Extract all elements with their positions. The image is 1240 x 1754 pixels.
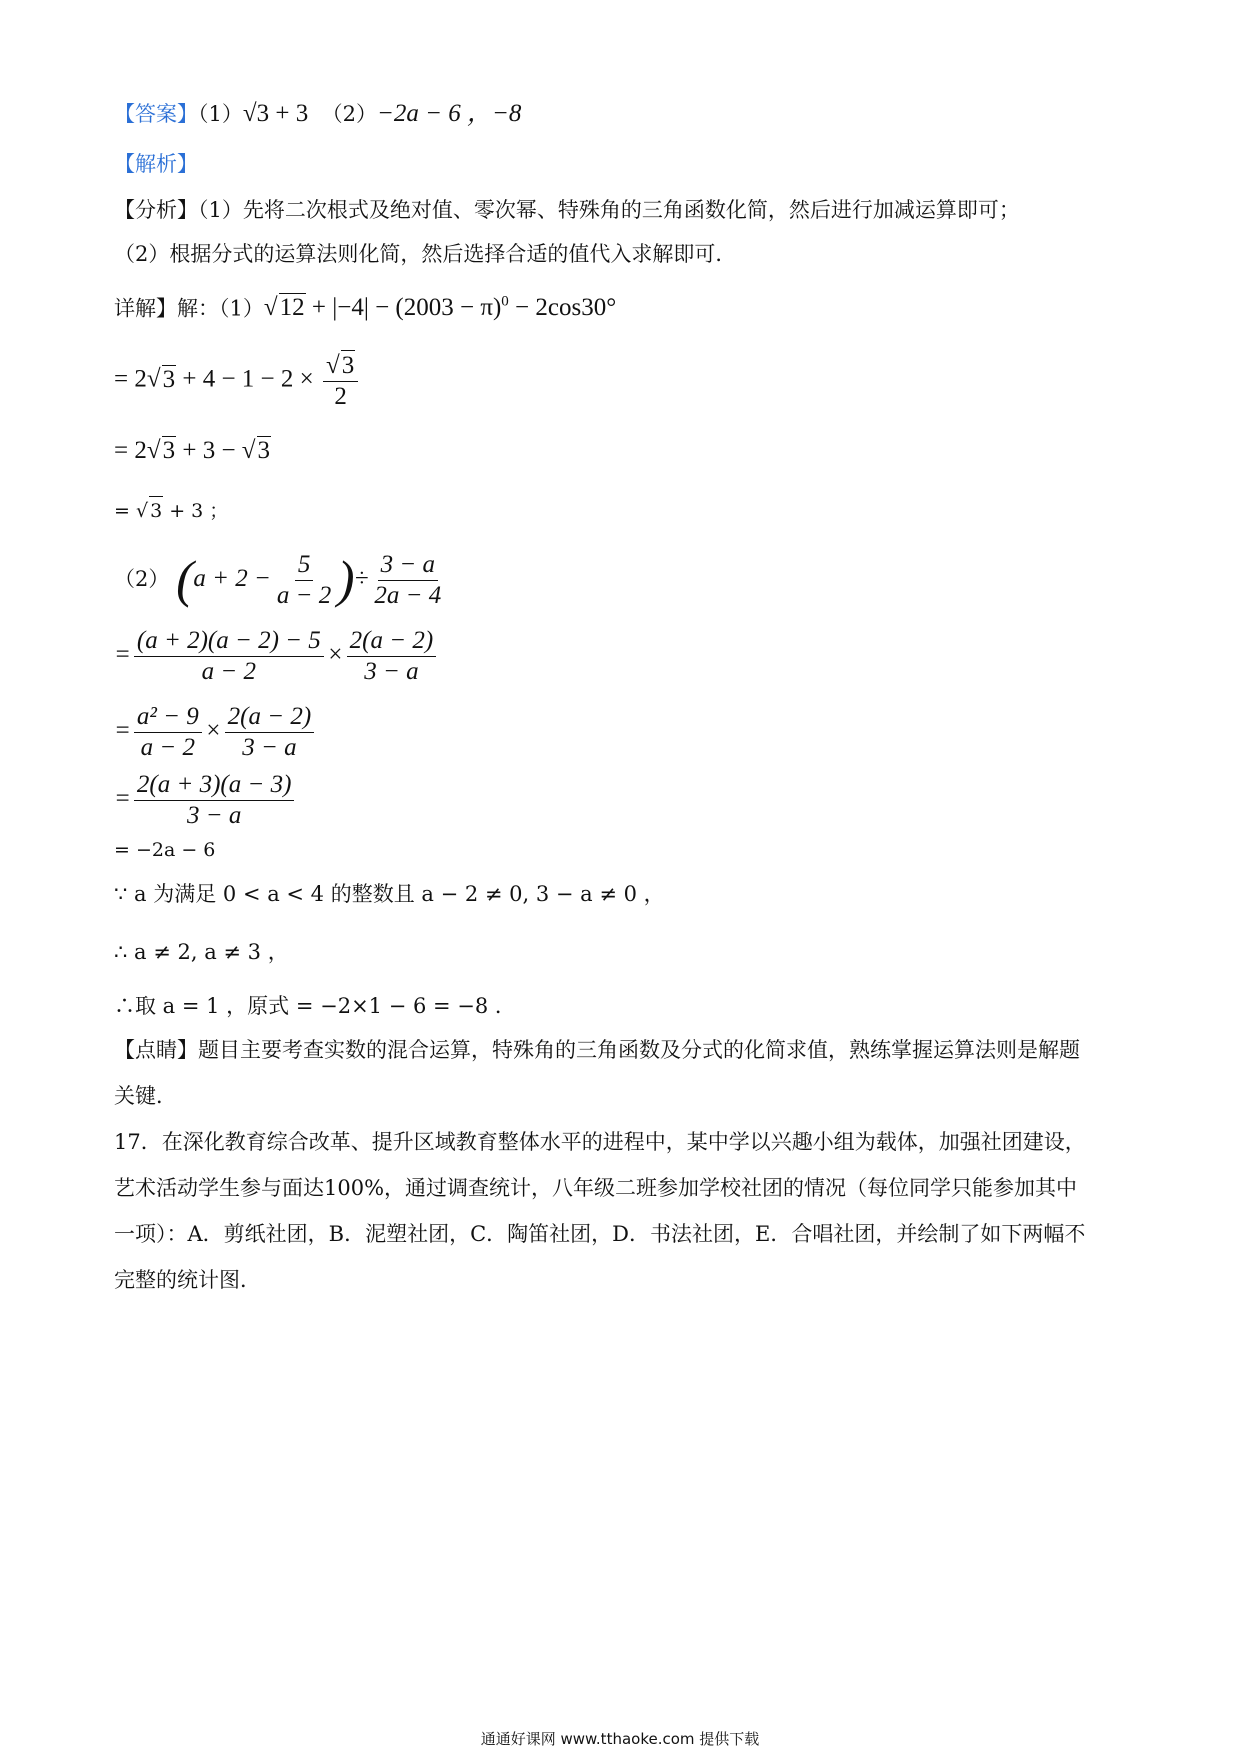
part2-step-1: = $\frac{(a + 2)(a - 2) - 5}{a - 2}$ × $\frac{2(a - 2)}{3 - a}$ bbox=[114, 624, 439, 687]
because-line: ∵ a 为满足 0 < a < 4 的整数且 a − 2 ≠ 0, 3 − a ≠ 0 ， bbox=[114, 882, 665, 906]
part2-step-3: = $\frac{2(a + 3)(a - 3)}{3 - a}$ bbox=[114, 768, 297, 831]
detail-label: 详解】解：（1） bbox=[114, 296, 264, 321]
answer-line bbox=[114, 100, 521, 128]
answer-part2-value: −2a − 6 ，−8 bbox=[376, 100, 522, 127]
dianjing-line-2: 关键． bbox=[114, 1084, 177, 1108]
fenxi-label: 【分析】 bbox=[114, 198, 198, 222]
answer-tag: 【答案】 bbox=[114, 102, 198, 126]
dianjing-text: 题目主要考查实数的混合运算，特殊角的三角函数及分式的化简求值，熟练掌握运算法则是解题 bbox=[198, 1038, 1080, 1062]
therefore-line-1: ∴ a ≠ 2, a ≠ 3 ， bbox=[114, 940, 289, 964]
step-1: = 2√3 + 4 − 1 − 2 × $\frac{√3}{2}$ bbox=[114, 350, 361, 412]
question-17-line-4: 完整的统计图． bbox=[114, 1268, 261, 1292]
part2-step-2: = $\frac{\text{a² − 9}}{a - 2}$ × $\frac{2(a - 2)}{3 - a}$ bbox=[114, 700, 317, 763]
question-17-line-1: 17．在深化教育综合改革、提升区域教育整体水平的进程中，某中学以兴趣小组为载体，加强社团建设， bbox=[114, 1130, 1086, 1154]
page-footer: 通通好课网 www.tthaoke.com 提供下载 bbox=[480, 1730, 760, 1748]
fenxi-line bbox=[114, 196, 1020, 224]
analysis-header: 【解析】 bbox=[114, 152, 198, 176]
question-17-line-3: 一项）：A．剪纸社团，B．泥塑社团，C．陶笛社团，D．书法社团，E．合唱社团，并绘制了如下两幅不 bbox=[114, 1222, 1086, 1246]
answer-part2-label: （2） bbox=[321, 102, 377, 126]
step-2: = 2√3 + 3 − √3 bbox=[114, 437, 271, 464]
step-1-fraction: $\frac{√3}{2}$ bbox=[323, 350, 358, 412]
detail-expression: $√12 + |-4| - (2003 - \pi)^0 - 2\cos 30^\circ$ bbox=[263, 294, 617, 322]
step-3: = √ 3 + 3 ； bbox=[114, 496, 228, 525]
therefore-line-2: ∴取 a = 1 ，原式 = −2×1 − 6 = −8 ． bbox=[114, 994, 516, 1018]
dianjing-line bbox=[114, 1036, 1080, 1064]
fenxi-text: （1）先将二次根式及绝对值、零次幂、特殊角的三角函数化简，然后进行加减运算即可； bbox=[198, 198, 1020, 222]
part2-label: （2） bbox=[114, 567, 170, 591]
answer-part1-label: （1） bbox=[198, 102, 243, 126]
dianjing-label: 【点睛】 bbox=[114, 1038, 198, 1062]
fenxi-line-2: （2）根据分式的运算法则化简，然后选择合适的值代入求解即可． bbox=[114, 242, 737, 266]
question-17-line-2: 艺术活动学生参与面达100%，通过调查统计，八年级二班参加学校社团的情况（每位同学只能参加其中 bbox=[114, 1176, 1078, 1200]
detail-line bbox=[114, 288, 616, 322]
part2-step-4: = −2a − 6 bbox=[114, 839, 216, 861]
answer-part1-value: √3 + 3 bbox=[242, 100, 309, 127]
part2-expression: （2） (a + 2 − $\frac{5}{a - 2}$ )÷ $\frac{3 - a}{2a - 4}$ bbox=[114, 550, 442, 609]
